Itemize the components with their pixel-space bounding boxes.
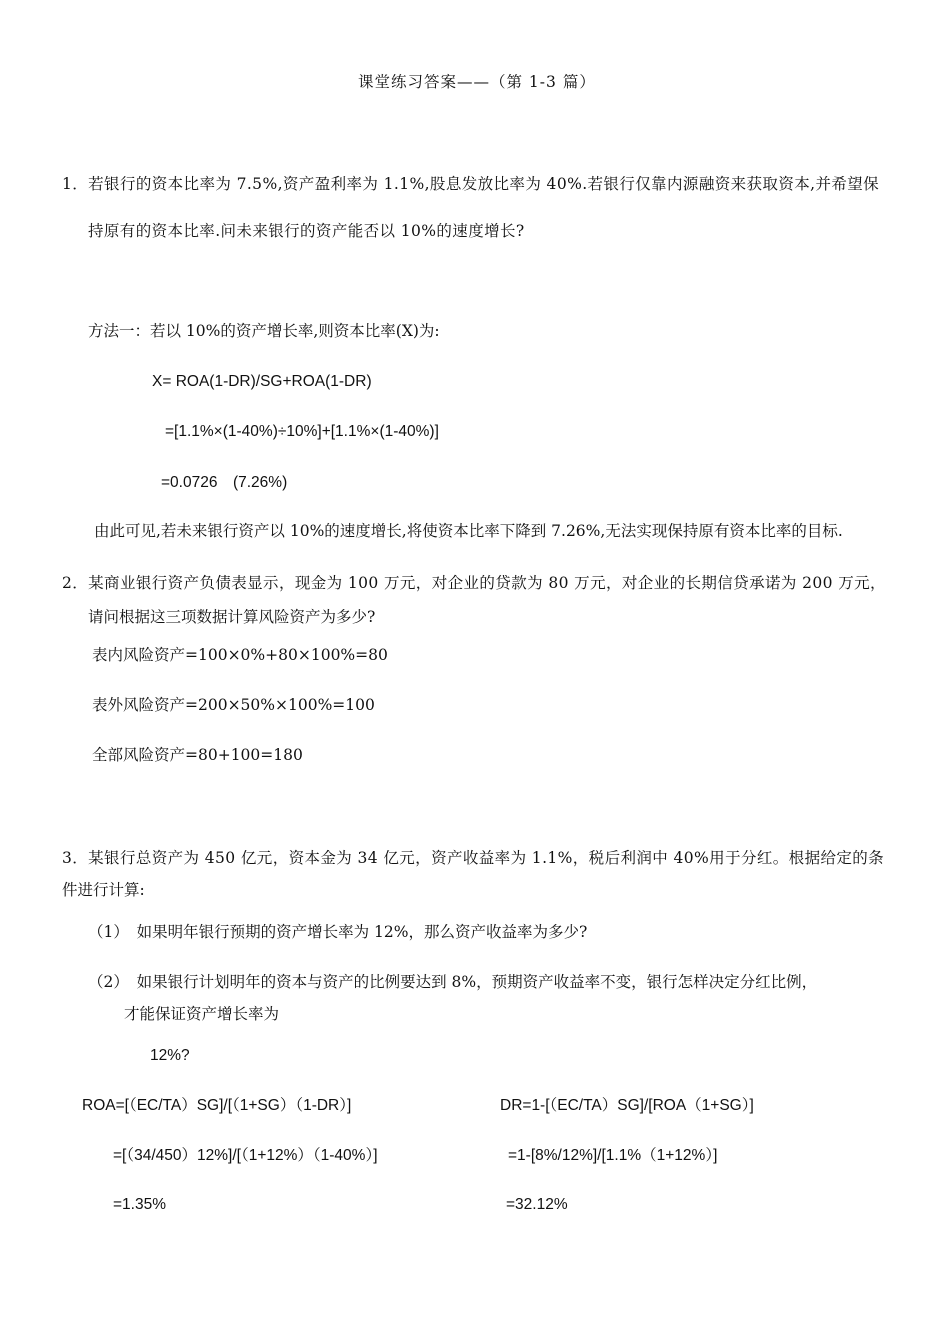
q1-formula-line3: =0.0726 (7.26%) [161,474,288,491]
q1-text-line2: 持原有的资本比率.问未来银行的资产能否以 10%的速度增长? [88,222,525,240]
q3-left-formula-line3: =1.35% [113,1196,167,1213]
q3-subquestion-2-line3: 12%? [150,1047,190,1064]
page-title: 课堂练习答案——（第 1-3 篇） [358,73,596,91]
q2-text-line1: 2．某商业银行资产负债表显示，现金为 100 万元，对企业的贷款为 80 万元，对企业的长期信贷承诺为 200 万元， [62,574,886,592]
q3-text-line1: 3．某银行总资产为 450 亿元，资本金为 34 亿元，资产收益率为 1.1%，税后利润中 40%用于分红。根据给定的条 [62,849,885,867]
q3-right-formula-line3: =32.12% [506,1196,568,1213]
q1-formula-line2: =[1.1%×(1-40%)÷10%]+[1.1%×(1-40%)] [165,423,439,440]
q3-text-line2: 件进行计算: [62,881,145,899]
q3-right-formula-line1: DR=1-[（EC/TA）SG]/[ROA（1+SG）] [500,1097,754,1114]
q1-method-heading: 方法一：若以 10%的资产增长率,则资本比率(X)为: [88,322,440,340]
q1-formula-line1: X= ROA(1-DR)/SG+ROA(1-DR) [152,373,372,390]
q3-left-formula-line1: ROA=[（EC/TA）SG]/[（1+SG）（1-DR）] [82,1097,352,1114]
q2-calc-onbalance: 表内风险资产=100×0%+80×100%=80 [92,646,388,664]
q3-subquestion-2-line1: （2） 如果银行计划明年的资本与资产的比例要达到 8%，预期资产收益率不变，银行怎样决定分红比例， [88,973,818,991]
q2-calc-offbalance: 表外风险资产=200×50%×100%=100 [92,696,375,714]
q2-calc-total: 全部风险资产=80+100=180 [92,746,303,764]
q3-subquestion-1: （1） 如果明年银行预期的资产增长率为 12%，那么资产收益率为多少? [88,923,588,941]
q3-subquestion-2-line2: 才能保证资产增长率为 [124,1005,280,1023]
q3-left-formula-line2: =[（34/450）12%]/[（1+12%）（1-40%）] [113,1147,378,1164]
q3-right-formula-line2: =1-[8%/12%]/[1.1%（1+12%）] [508,1147,718,1164]
q2-text-line2: 请问根据这三项数据计算风险资产为多少? [88,608,376,626]
q1-conclusion: 由此可见,若未来银行资产以 10%的速度增长,将使资本比率下降到 7.26%,无法实现保持原有资本比率的目标. [94,522,843,540]
q1-text-line1: 1．若银行的资本比率为 7.5%,资产盈利率为 1.1%,股息发放比率为 40%.若银行仅靠内源融资来获取资本,并希望保 [62,175,880,193]
